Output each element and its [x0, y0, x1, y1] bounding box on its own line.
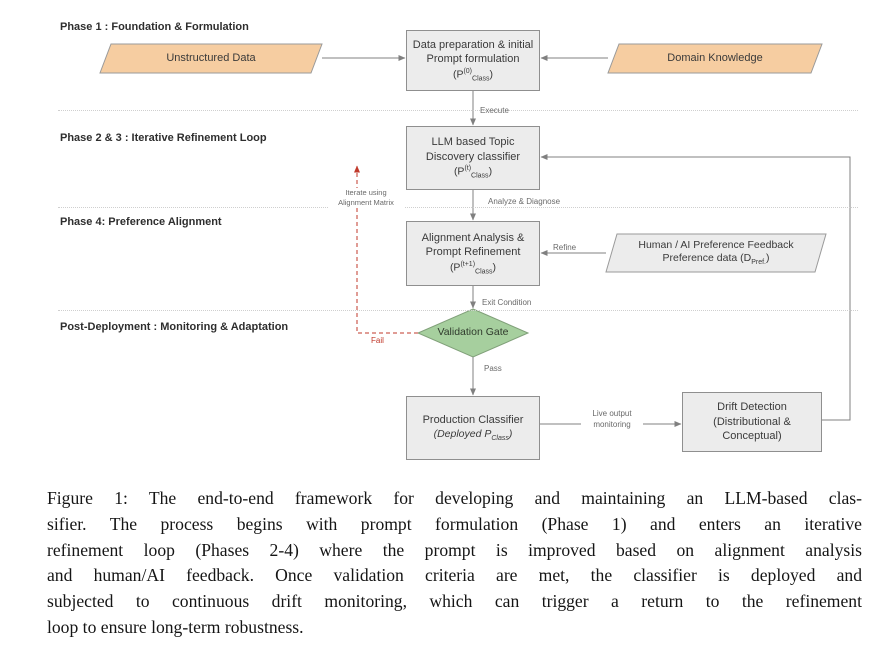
- production-classifier-node: [406, 396, 540, 460]
- edge-label-analyze-diagnose: Analyze & Diagnose: [488, 197, 561, 206]
- llm-classifier-line2: Discovery classifier: [425, 150, 521, 163]
- caption-line: subjected to continuous drift monitoring, which can trigger a return to the refinement: [47, 591, 862, 612]
- figure-caption: [47, 486, 862, 641]
- edge-label-iterate-line2: Alignment Matrix: [338, 198, 394, 208]
- edge-label-refine: Refine: [553, 243, 577, 252]
- preference-line1: Human / AI Preference Feedback: [638, 238, 794, 251]
- alignment-analysis-node: [406, 221, 540, 286]
- edge-label-exit-condition: Exit Condition: [482, 298, 532, 307]
- post-deployment-label: Post-Deployment : Monitoring & Adaptation: [60, 321, 289, 333]
- unstructured-data-label: Unstructured Data: [166, 52, 256, 65]
- edge-label-live-line1: Live output: [592, 409, 632, 418]
- edge-label-execute: Execute: [480, 106, 509, 115]
- drift-line1: Drift Detection: [717, 401, 787, 414]
- alignment-formula: $(P^{(t+1)}_{Class})$: [449, 260, 497, 276]
- alignment-line2: Prompt Refinement: [425, 246, 521, 259]
- caption-line: refinement loop (Phases 2-4) where the prompt is improved based on alignment analysis: [47, 539, 862, 560]
- llm-classifier-formula: $(P^{(t)}_{Class})$: [453, 165, 493, 180]
- caption-line: sifier. The process begins with prompt formulation (Phase 1) and enters an iterative: [47, 513, 862, 534]
- data-prep-line1: Data preparation & initial: [412, 38, 534, 51]
- edge-label-live-output: [581, 409, 643, 431]
- drift-detection-node: [682, 392, 822, 452]
- edge-label-fail: Fail: [371, 336, 384, 345]
- drift-line2: (Distributional &: [713, 415, 791, 428]
- alignment-line1: Alignment Analysis &: [421, 231, 525, 244]
- phase-4-label: Phase 4: Preference Alignment: [60, 216, 222, 228]
- data-prep-node: [406, 30, 540, 91]
- phase-1-label: Phase 1 : Foundation & Formulation: [60, 21, 249, 33]
- drift-line3: Conceptual): [722, 430, 782, 443]
- phase-separator-2: [58, 207, 858, 208]
- edge-label-iterate: [328, 188, 404, 208]
- llm-classifier-line1: LLM based Topic: [431, 136, 515, 149]
- caption-line: Figure 1: The end-to-end framework for developing and maintaining an LLM-based clas-: [47, 488, 862, 508]
- phase-2-3-label: Phase 2 & 3 : Iterative Refinement Loop: [60, 132, 267, 144]
- edge-label-pass: Pass: [484, 364, 502, 373]
- caption-line: and human/AI feedback. Once validation criteria are met, the classifier is deployed and: [47, 565, 862, 586]
- preference-feedback-label: [606, 234, 826, 272]
- domain-knowledge-label: Domain Knowledge: [667, 52, 763, 65]
- edge-drift-feedback-loop: [541, 157, 850, 420]
- data-prep-line2: Prompt formulation: [426, 53, 520, 66]
- phase-separator-1: [58, 110, 858, 111]
- llm-classifier-node: [406, 126, 540, 190]
- edge-label-iterate-line1: Iterate using: [345, 188, 387, 197]
- production-line1: Production Classifier: [422, 414, 524, 427]
- validation-gate-label: Validation Gate: [437, 326, 509, 339]
- edge-label-live-line2: monitoring: [593, 419, 631, 429]
- preference-line2: Preference data $(D_{Pref.})$: [662, 252, 770, 267]
- production-formula: (Deployed $P_{Class}$): [433, 427, 513, 442]
- caption-line: loop to ensure long-term robustness.: [47, 616, 304, 637]
- data-prep-formula: $(P^{(0)}_{Class})$: [452, 67, 494, 83]
